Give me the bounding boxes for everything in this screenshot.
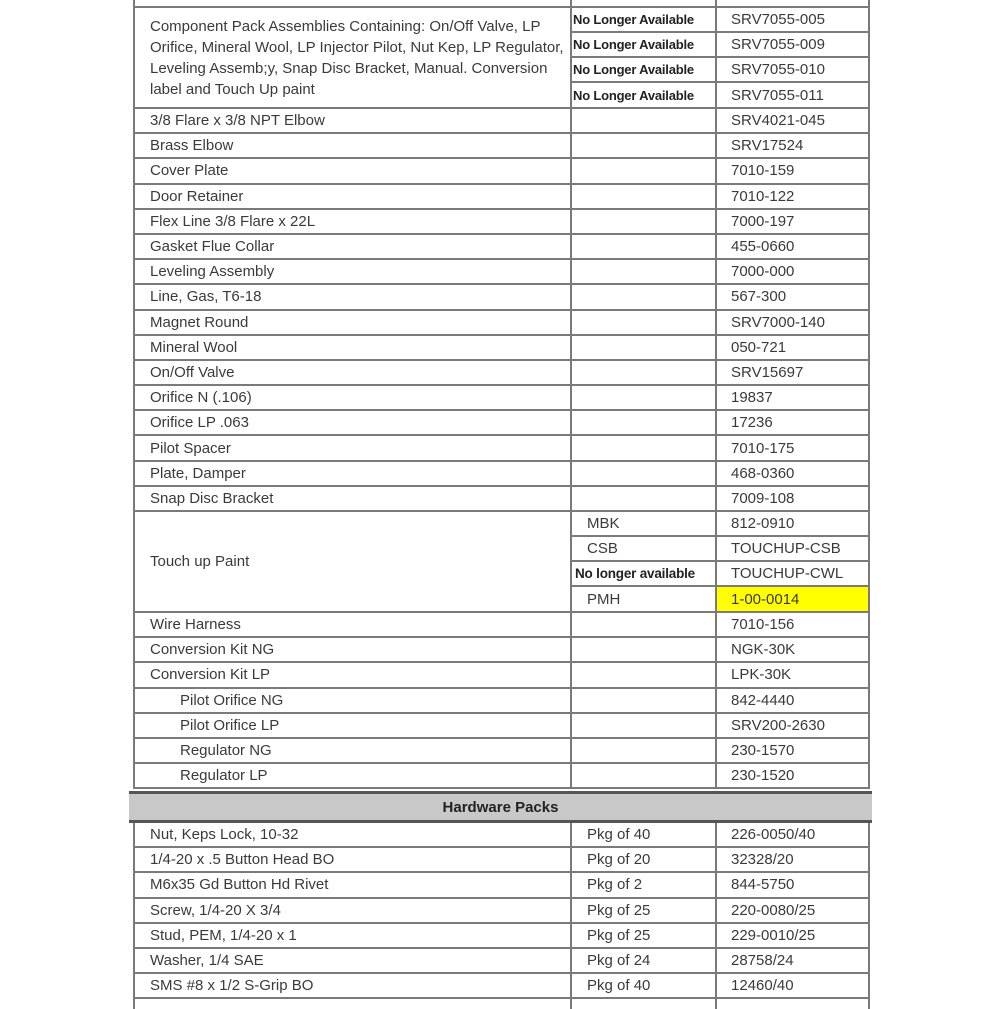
item-name: Pilot Spacer bbox=[133, 436, 570, 459]
item-note bbox=[570, 462, 715, 485]
item-note: Pkg of 25 bbox=[570, 899, 715, 922]
item-name: Pilot Orifice NG bbox=[133, 689, 570, 712]
table-row bbox=[133, 210, 870, 235]
part-number: 230-1520 bbox=[715, 764, 870, 787]
item-note bbox=[570, 613, 715, 636]
item-note bbox=[570, 386, 715, 409]
table-row bbox=[133, 436, 870, 461]
part-number: LPK-30K bbox=[715, 663, 870, 686]
table-row bbox=[133, 487, 870, 512]
table-row bbox=[133, 899, 870, 924]
item-note: Pkg of 40 bbox=[570, 823, 715, 846]
status-badge: No Longer Available bbox=[572, 8, 715, 33]
table-row bbox=[133, 260, 870, 285]
item-name: Conversion Kit NG bbox=[133, 638, 570, 661]
item-note bbox=[570, 361, 715, 384]
touch-up-row bbox=[133, 512, 870, 613]
part-number: 844-5750 bbox=[715, 873, 870, 896]
item-name: Regulator LP bbox=[133, 764, 570, 787]
table-row bbox=[133, 924, 870, 949]
table-row bbox=[133, 185, 870, 210]
item-name: Door Retainer bbox=[133, 185, 570, 208]
item-note bbox=[570, 285, 715, 308]
part-number: 230-1570 bbox=[715, 739, 870, 762]
item-name: SMS #8 x 1/2 S-Grip BO bbox=[133, 974, 570, 997]
item-name: Stud, PEM, 1/4-20 x 1 bbox=[133, 924, 570, 947]
part-number: TOUCHUP-CWL bbox=[717, 562, 868, 587]
item-note: Pkg of 2 bbox=[570, 873, 715, 896]
part-number: 842-4440 bbox=[715, 689, 870, 712]
table-row bbox=[133, 764, 870, 789]
item-name: Conversion Kit LP bbox=[133, 663, 570, 686]
part-number: 226-0050/40 bbox=[715, 823, 870, 846]
item-note bbox=[570, 764, 715, 787]
table-row bbox=[133, 739, 870, 764]
part-number: SRV7055-010 bbox=[717, 58, 868, 83]
part-number: 455-0660 bbox=[715, 235, 870, 258]
part-number: SRV200-2630 bbox=[715, 714, 870, 737]
item-note: Pkg of 24 bbox=[570, 949, 715, 972]
table-row bbox=[133, 949, 870, 974]
part-number: 7000-197 bbox=[715, 210, 870, 233]
part-number: 7000-000 bbox=[715, 260, 870, 283]
part-number: TOUCHUP-CSB bbox=[717, 537, 868, 562]
item-note bbox=[570, 235, 715, 258]
table-row bbox=[133, 285, 870, 310]
item-note bbox=[570, 311, 715, 334]
item-name: Regulator NG bbox=[133, 739, 570, 762]
item-note: Pkg of 25 bbox=[570, 924, 715, 947]
part-number: SRV7055-005 bbox=[717, 8, 868, 33]
part-number: 17236 bbox=[715, 411, 870, 434]
item-name: Magnet Round bbox=[133, 311, 570, 334]
item-note bbox=[570, 336, 715, 359]
table-row bbox=[133, 336, 870, 361]
table-row bbox=[133, 109, 870, 134]
part-number: SRV7055-011 bbox=[731, 86, 824, 104]
table-row bbox=[133, 714, 870, 739]
item-note bbox=[570, 689, 715, 712]
table-row bbox=[133, 638, 870, 663]
part-number: SRV7055-009 bbox=[717, 33, 868, 58]
part-number: 229-0010/25 bbox=[715, 924, 870, 947]
item-note bbox=[570, 714, 715, 737]
item-note bbox=[570, 638, 715, 661]
table-row bbox=[133, 159, 870, 184]
part-number: 7010-156 bbox=[715, 613, 870, 636]
item-name: Nut, Keps Lock, 10-32 bbox=[133, 823, 570, 846]
table-row bbox=[133, 134, 870, 159]
status-badge: No Longer Available bbox=[572, 58, 715, 83]
item-name: Line, Gas, T6-18 bbox=[133, 285, 570, 308]
section-header-hardware-packs: Hardware Packs bbox=[129, 791, 872, 823]
part-number: 567-300 bbox=[715, 285, 870, 308]
item-name: Gasket Flue Collar bbox=[133, 235, 570, 258]
part-number: 7010-175 bbox=[715, 436, 870, 459]
part-number-highlighted: 1-00-0014 bbox=[717, 587, 868, 611]
item-note bbox=[570, 159, 715, 182]
item-note: Pkg of 40 bbox=[570, 974, 715, 997]
parts-table bbox=[133, 0, 870, 789]
part-number: NGK-30K bbox=[715, 638, 870, 661]
item-note bbox=[570, 436, 715, 459]
component-pack-description: Component Pack Assemblies Containing: On/Off Valve, LP Orifice, Mineral Wool, LP Injector Pilot, Nut Kep, LP Regulator, Leveling Assemb;y, Snap Disc Bracket, Manual. Conversion label and Touch Up paint bbox=[133, 8, 570, 107]
part-number: 12460/40 bbox=[715, 974, 870, 997]
component-pack-status-column bbox=[570, 8, 715, 107]
item-name: Snap Disc Bracket bbox=[133, 487, 570, 510]
part-number: 050-721 bbox=[715, 336, 870, 359]
item-name: Mineral Wool bbox=[133, 336, 570, 359]
item-note bbox=[570, 185, 715, 208]
part-number: 812-0910 bbox=[717, 512, 868, 537]
hardware-table bbox=[133, 823, 870, 1009]
table-row bbox=[133, 311, 870, 336]
item-name: Brass Elbow bbox=[133, 134, 570, 157]
item-note bbox=[570, 109, 715, 132]
item-name: On/Off Valve bbox=[133, 361, 570, 384]
part-number: SRV17524 bbox=[715, 134, 870, 157]
table-row bbox=[133, 411, 870, 436]
component-pack-part-column bbox=[715, 8, 870, 107]
item-name: Cover Plate bbox=[133, 159, 570, 182]
item-name: Orifice N (.106) bbox=[133, 386, 570, 409]
item-note bbox=[570, 210, 715, 233]
paint-color-status: No longer available bbox=[572, 562, 715, 587]
component-pack-row bbox=[133, 8, 870, 109]
table-row bbox=[133, 974, 870, 999]
item-name: Orifice LP .063 bbox=[133, 411, 570, 434]
item-name: 1/4-20 x .5 Button Head BO bbox=[133, 848, 570, 871]
item-note bbox=[570, 663, 715, 686]
item-note bbox=[570, 487, 715, 510]
paint-color: PMH bbox=[587, 590, 621, 608]
table-row bbox=[133, 873, 870, 898]
table-row bbox=[133, 462, 870, 487]
item-note bbox=[570, 739, 715, 762]
part-number: 7010-159 bbox=[715, 159, 870, 182]
table-row bbox=[133, 613, 870, 638]
table-row bbox=[133, 823, 870, 848]
table-row bbox=[133, 361, 870, 386]
part-number: SRV15697 bbox=[715, 361, 870, 384]
status-badge: No Longer Available bbox=[572, 33, 715, 58]
item-name: Flex Line 3/8 Flare x 22L bbox=[133, 210, 570, 233]
status-badge: No Longer Available bbox=[573, 87, 694, 103]
item-name: M6x35 Gd Button Hd Rivet bbox=[133, 873, 570, 896]
paint-color: MBK bbox=[572, 512, 715, 537]
table-row bbox=[133, 235, 870, 260]
table-row bbox=[133, 689, 870, 714]
part-number: 7010-122 bbox=[715, 185, 870, 208]
item-name: Wire Harness bbox=[133, 613, 570, 636]
table-row bbox=[133, 848, 870, 873]
part-number: 32328/20 bbox=[715, 848, 870, 871]
item-name: Pilot Orifice LP bbox=[133, 714, 570, 737]
table-row-cutoff bbox=[133, 999, 870, 1009]
item-note bbox=[570, 134, 715, 157]
paint-color: CSB bbox=[572, 537, 715, 562]
part-number: 468-0360 bbox=[715, 462, 870, 485]
part-number: 28758/24 bbox=[715, 949, 870, 972]
table-row bbox=[133, 386, 870, 411]
part-number: 220-0080/25 bbox=[715, 899, 870, 922]
table-row-cutoff bbox=[133, 0, 870, 8]
item-name: 3/8 Flare x 3/8 NPT Elbow bbox=[133, 109, 570, 132]
part-number: SRV7000-140 bbox=[715, 311, 870, 334]
table-row bbox=[133, 663, 870, 688]
item-name: Leveling Assembly bbox=[133, 260, 570, 283]
part-number: SRV4021-045 bbox=[715, 109, 870, 132]
item-note bbox=[570, 411, 715, 434]
item-note: Pkg of 20 bbox=[570, 848, 715, 871]
item-name: Washer, 1/4 SAE bbox=[133, 949, 570, 972]
item-name: Plate, Damper bbox=[133, 462, 570, 485]
touch-up-name: Touch up Paint bbox=[133, 512, 570, 611]
part-number: 7009-108 bbox=[715, 487, 870, 510]
item-name: Screw, 1/4-20 X 3/4 bbox=[133, 899, 570, 922]
item-note bbox=[570, 260, 715, 283]
part-number: 19837 bbox=[715, 386, 870, 409]
